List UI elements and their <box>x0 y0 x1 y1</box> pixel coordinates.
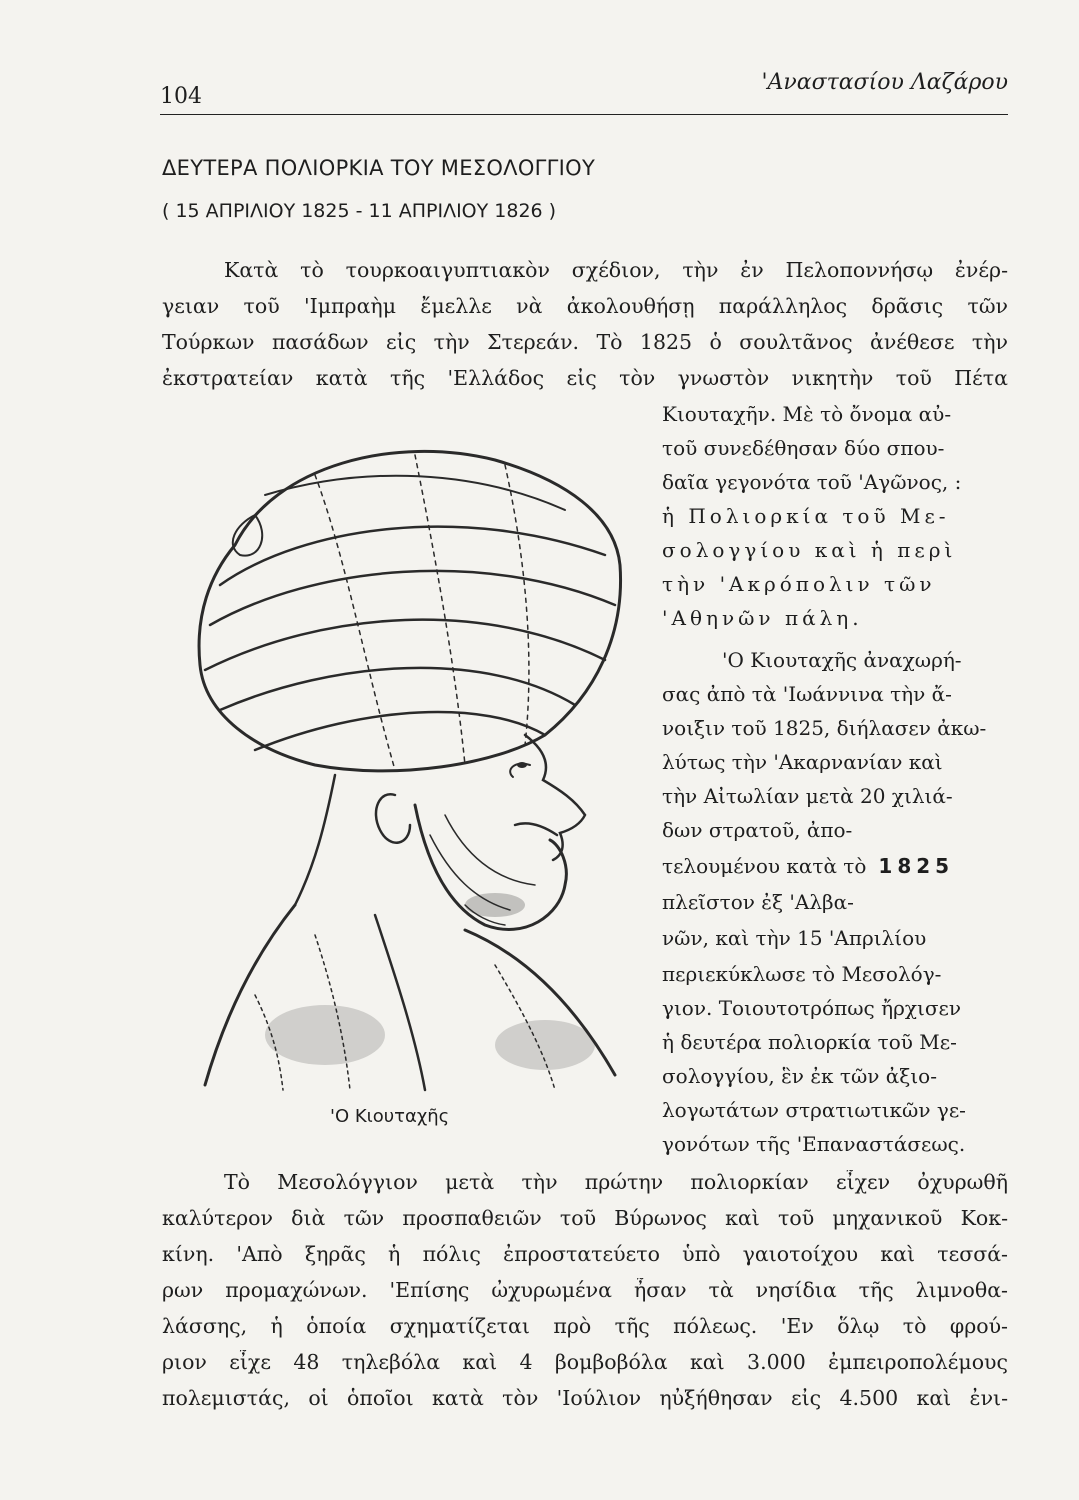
closing-line: λάσσης, ἡ ὁποία σχηματίζεται πρὸ τῆς πόλεως. 'Εν ὅλῳ τὸ φρού- <box>162 1314 1008 1338</box>
column-line-text: τελουμένου κατὰ τὸ <box>662 854 867 878</box>
intro-line: γειαν τοῦ 'Ιμπραὴμ ἔμελλε νὰ ἀκολουθήσῃ παράλληλος δρᾶσις τῶν <box>162 294 1008 318</box>
intro-line: Κατὰ τὸ τουρκοαιγυπτιακὸν σχέδιον, τὴν ἐν Πελοποννήσῳ ἐνέρ- <box>224 258 1008 282</box>
portrait-engraving <box>165 435 660 1095</box>
column-line: νοιξιν τοῦ 1825, διήλασεν ἀκω- <box>662 716 987 740</box>
page-number: 104 <box>160 84 202 109</box>
column-line: ἡ Πολιορκία τοῦ Με- <box>662 504 950 528</box>
column-line: γιον. Τοιουτοτρόπως ἤρχισεν <box>662 996 961 1020</box>
column-line: Κιουταχῆν. Μὲ τὸ ὄνομα αὐ- <box>662 402 952 426</box>
column-line: τοῦ συνεδέθησαν δύο σπου- <box>662 436 945 460</box>
column-line: σολογγίου, ἓν ἐκ τῶν ἀξιο- <box>662 1064 937 1088</box>
closing-line: καλύτερον διὰ τῶν προσπαθειῶν τοῦ Βύρωνος καὶ τοῦ μηχανικοῦ Κοκ- <box>162 1206 1008 1230</box>
column-line: γονότων τῆς 'Επαναστάσεως. <box>662 1132 966 1156</box>
header-rule <box>160 114 1008 115</box>
column-line: περιεκύκλωσε τὸ Μεσολόγ- <box>662 962 942 986</box>
closing-line: ριον εἶχε 48 τηλεβόλα καὶ 4 βομβοβόλα καὶ 3.000 ἐμπειροπολέμους <box>162 1350 1008 1374</box>
column-line: 'Αθηνῶν πάλη. <box>662 606 863 630</box>
closing-line: ρων προμαχώνων. 'Επίσης ὠχυρωμένα ἦσαν τὰ νησίδια τῆς λιμνοθα- <box>162 1278 1008 1302</box>
column-line: σολογγίου καὶ ἡ περὶ <box>662 538 957 562</box>
column-line: δαῖα γεγονότα τοῦ 'Αγῶνος, : <box>662 470 962 494</box>
running-title: 'Αναστασίου Λαζάρου <box>761 70 1008 95</box>
column-line: νῶν, καὶ τὴν 15 'Απριλίου <box>662 926 927 950</box>
column-line: δων στρατοῦ, ἀπο- <box>662 818 853 842</box>
closing-line: κίνη. 'Απὸ ξηρᾶς ἡ πόλις ἐπροστατεύετο ὑπὸ γαιοτοίχου καὶ τεσσά- <box>162 1242 1008 1266</box>
closing-line: Τὸ Μεσολόγγιον μετὰ τὴν πρώτην πολιορκίαν εἶχεν ὀχυρωθῆ <box>224 1170 1008 1194</box>
column-line: ἡ δευτέρα πολιορκία τοῦ Με- <box>662 1030 957 1054</box>
intro-line: ἐκστρατείαν κατὰ τῆς 'Ελλάδος εἰς τὸν γνωστὸν νικητὴν τοῦ Πέτα <box>162 366 1008 390</box>
column-line: πλεῖστον ἐξ 'Αλβα- <box>662 890 854 914</box>
intro-line: Τούρκων πασάδων εἰς τὴν Στερεάν. Τὸ 1825 ὁ σουλτᾶνος ἀνέθεσε τὴν <box>162 330 1008 354</box>
column-line: λογωτάτων στρατιωτικῶν γε- <box>662 1098 966 1122</box>
column-line: τὴν 'Ακρόπολιν τῶν <box>662 572 936 596</box>
column-line: 'Ο Κιουταχῆς ἀναχωρή- <box>722 648 962 672</box>
portrait-caption: 'Ο Κιουταχῆς <box>330 1106 450 1127</box>
margin-year: 1825 <box>878 854 955 878</box>
section-subtitle: ( 15 ΑΠΡΙΛΙΟΥ 1825 - 11 ΑΠΡΙΛΙΟΥ 1826 ) <box>162 200 557 222</box>
column-line <box>662 854 1020 878</box>
section-title: ΔΕΥΤΕΡΑ ΠΟΛΙΟΡΚΙΑ ΤΟΥ ΜΕΣΟΛΟΓΓΙΟΥ <box>162 156 596 180</box>
column-line: λύτως τὴν 'Ακαρνανίαν καὶ <box>662 750 943 774</box>
column-line: τὴν Αἰτωλίαν μετὰ 20 χιλιά- <box>662 784 953 808</box>
page-header <box>160 70 1008 116</box>
column-line: σας ἀπὸ τὰ 'Ιωάννινα τὴν ἄ- <box>662 682 952 706</box>
closing-line: πολεμιστάς, οἱ ὁποῖοι κατὰ τὸν 'Ιούλιον ηὐξήθησαν εἰς 4.500 καὶ ἐνι- <box>162 1386 1008 1410</box>
